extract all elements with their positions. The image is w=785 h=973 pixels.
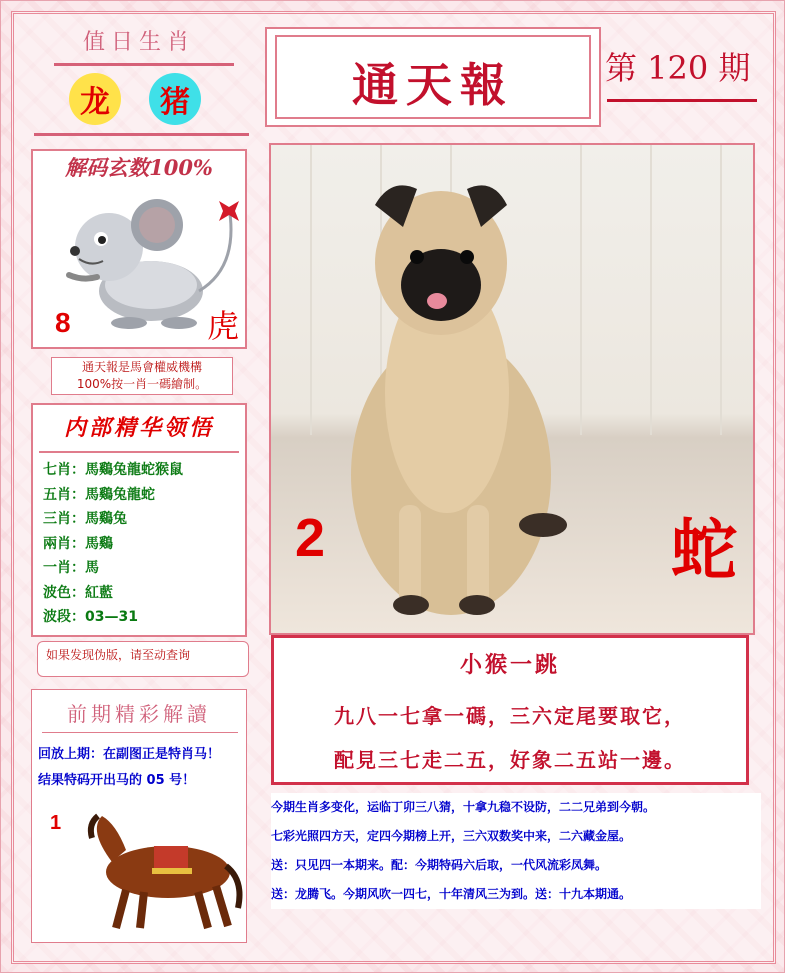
previous-issue-title: 前期精彩解讀 (67, 702, 211, 726)
row-value: 馬鷄兔龍蛇 (85, 486, 155, 503)
masthead-inner-frame (275, 35, 591, 119)
row-key: 三肖： (43, 511, 85, 527)
list-item (43, 582, 243, 607)
row-value: 馬鷄兔 (85, 511, 127, 527)
zodiac-badge-dragon: 龙 (69, 73, 121, 125)
list-item (43, 459, 243, 484)
divider (34, 133, 249, 136)
forecast-line: 七彩光照四方天，定四今期榜上开，三六双数奖中来，二六藏金屋。 (271, 829, 632, 843)
row-value: 馬鷄兔龍蛇猴鼠 (85, 462, 183, 478)
row-value: 馬鷄 (85, 535, 113, 552)
authority-notice (51, 357, 233, 395)
row-value: 03—31 (85, 609, 138, 625)
poem-box (271, 635, 749, 785)
divider (54, 63, 234, 66)
masthead (265, 27, 601, 127)
divider (607, 99, 757, 102)
decode-zodiac: 虎 (207, 307, 240, 345)
issue-number: 第 120 期 (605, 49, 751, 87)
photo-zodiac: 蛇 (671, 511, 737, 589)
previous-line-2: 结果特码开出马的 05 号！ (38, 773, 196, 788)
list-item (43, 508, 243, 533)
list-item (43, 533, 243, 558)
row-key: 七肖： (43, 462, 85, 478)
row-key: 五肖： (43, 486, 85, 503)
previous-issue-box (31, 689, 247, 943)
inner-insight-list (43, 459, 243, 631)
decode-number: 8 (55, 307, 71, 338)
zodiac-of-day-title: 值日生肖 (82, 30, 195, 55)
photo-number: 2 (295, 508, 326, 568)
poem-line-2: 配見三七走二五，好象二五站一邊。 (334, 748, 686, 772)
row-key: 一肖： (43, 560, 85, 576)
previous-line-1: 回放上期：在副图正是特肖马！ (38, 747, 221, 762)
inner-insight-title: 内部精华领悟 (63, 415, 214, 441)
previous-number: 1 (50, 812, 62, 834)
pug-photo (269, 143, 755, 635)
row-key: 波段： (43, 609, 85, 625)
row-value: 紅藍 (85, 584, 113, 601)
zodiac-badge-pig: 猪 (149, 73, 201, 125)
horse-illustration (68, 810, 248, 934)
forecast-line: 今期生肖多变化，运临丁卯三八猜，十拿九稳不设防，二二兄弟到今朝。 (271, 800, 656, 814)
list-item (43, 557, 243, 582)
row-key: 兩肖： (43, 535, 85, 552)
list-item (43, 606, 243, 631)
poem-title: 小猴一跳 (459, 652, 560, 678)
forecast-line: 送：只见四一本期来。配：今期特码六后取，一代风流彩凤舞。 (271, 858, 608, 872)
notice-line-1: 通天報是馬會權威機構 (81, 360, 202, 374)
row-key: 波色： (43, 584, 85, 601)
divider (39, 451, 239, 453)
decode-box (31, 149, 247, 349)
forecast-text (271, 793, 761, 909)
zodiac-of-day-panel (29, 23, 249, 139)
counterfeit-note: 如果发现伪版，请至动查询 (37, 641, 249, 677)
decode-title: 解码玄数100% (65, 155, 213, 180)
forecast-line: 送：龙腾飞。今期风吹一四七，十年清风三为到。送：十九本期通。 (271, 887, 632, 901)
poem-line-1: 九八一七拿一碼，三六定尾要取它， (334, 704, 686, 728)
inner-insight-box (31, 403, 247, 637)
newspaper-title: 通天報 (352, 58, 514, 112)
row-value: 馬 (85, 560, 99, 576)
notice-line-2: 100%按一肖一碼繪制。 (76, 377, 208, 391)
list-item (43, 484, 243, 509)
divider (42, 732, 238, 733)
previous-issue-text (38, 742, 278, 794)
